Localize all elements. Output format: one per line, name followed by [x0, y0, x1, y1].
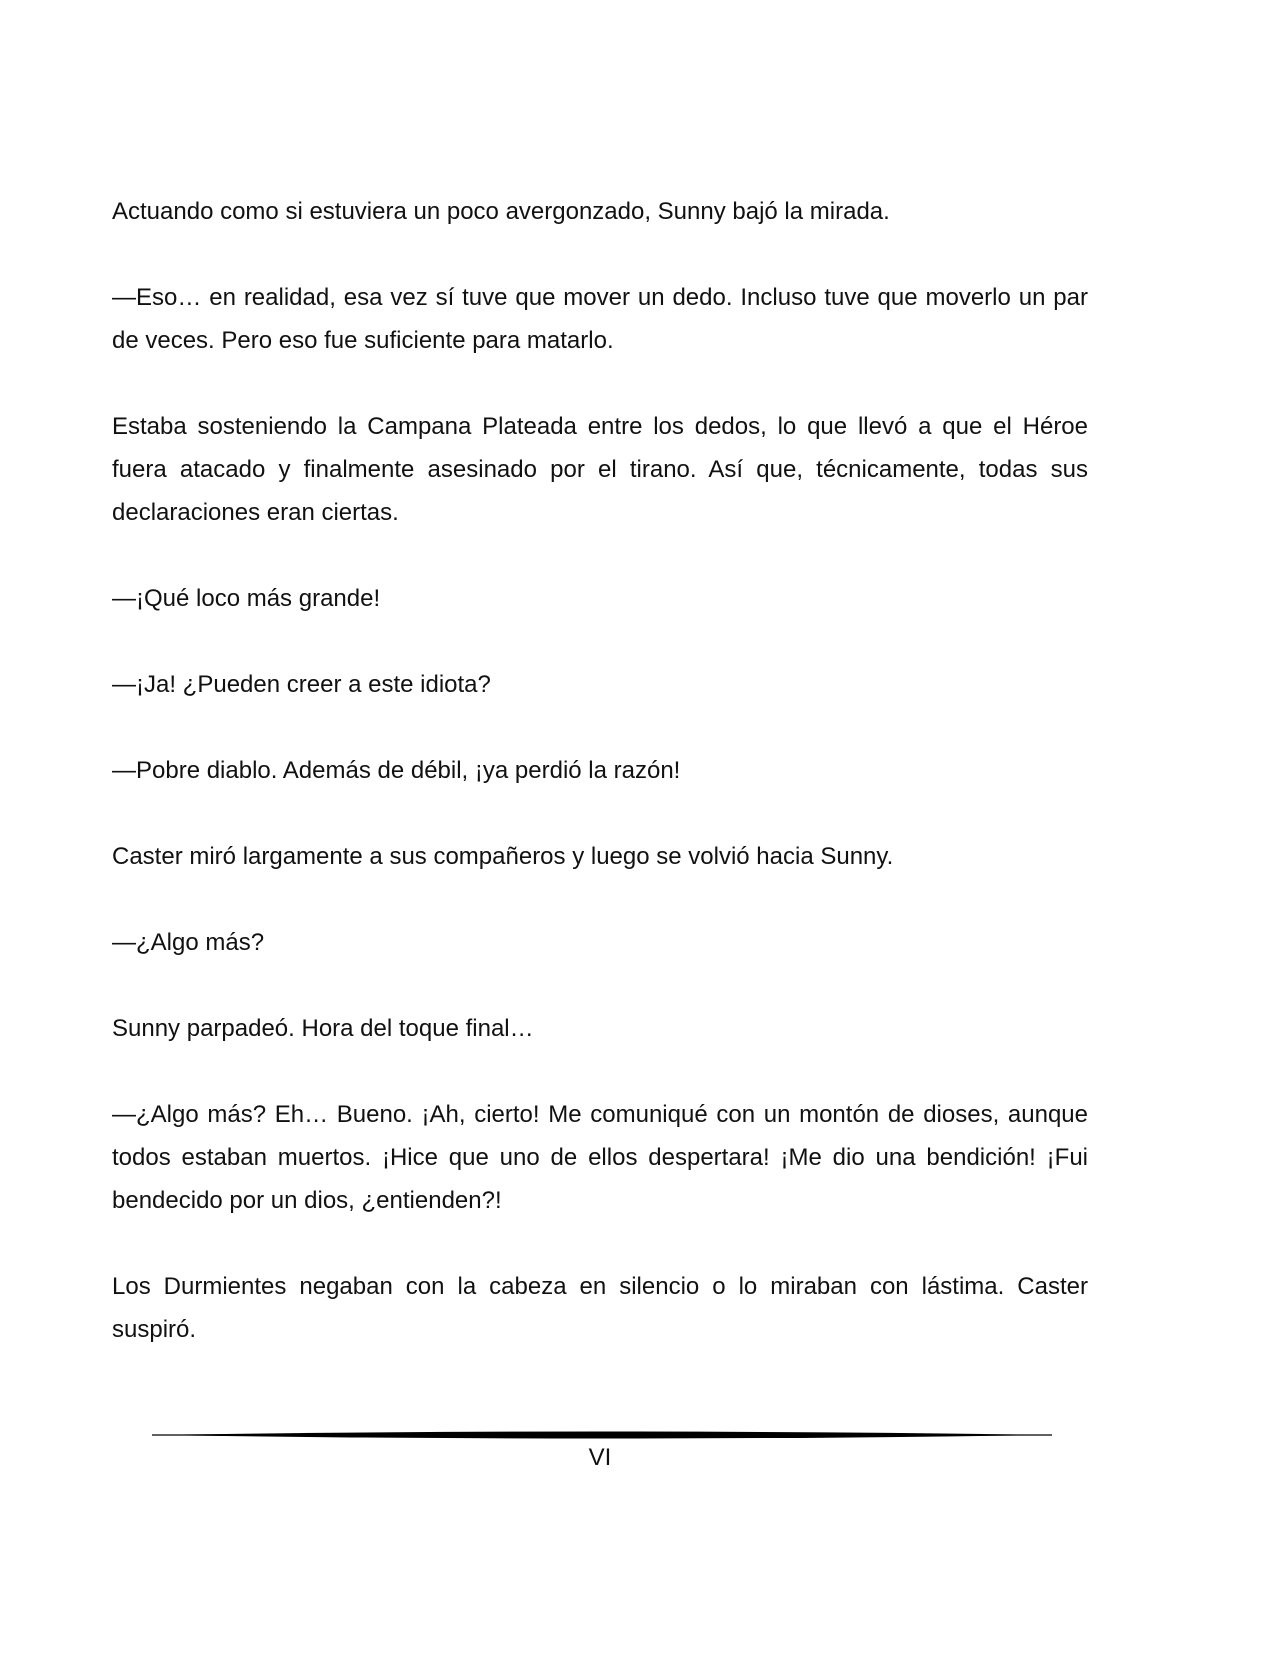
footer-divider — [152, 1429, 1052, 1441]
paragraph: Actuando como si estuviera un poco avergonzado, Sunny bajó la mirada. — [112, 198, 890, 225]
paragraph: Estaba sosteniendo la Campana Plateada entre los dedos, lo que llevó a que el Héroe fuera atacado y finalmente asesinado por el tirano. Así que, técnicamente, todas sus declaraciones eran ciertas. — [112, 413, 1088, 526]
paragraph: Los Durmientes negaban con la cabeza en silencio o lo miraban con lástima. Caster suspiró. — [112, 1273, 1088, 1343]
paragraph: Sunny parpadeó. Hora del toque final… — [112, 1015, 534, 1042]
paragraph: —¡Qué loco más grande! — [112, 585, 381, 612]
paragraph: Caster miró largamente a sus compañeros y luego se volvió hacia Sunny. — [112, 843, 894, 870]
page-number: VI — [588, 1444, 612, 1471]
paragraph: —¿Algo más? Eh… Bueno. ¡Ah, cierto! Me comuniqué con un montón de dioses, aunque todos estaban muertos. ¡Hice que uno de ellos despertara! ¡Me dio una bendición! ¡Fui bendecido por un dios, ¿entienden?! — [112, 1101, 1088, 1214]
body-text — [112, 190, 1088, 1351]
paragraph: —Pobre diablo. Además de débil, ¡ya perdió la razón! — [112, 757, 681, 784]
paragraph: —Eso… en realidad, esa vez sí tuve que mover un dedo. Incluso tuve que moverlo un par de veces. Pero eso fue suficiente para matarlo. — [112, 284, 1088, 354]
paragraph: —¡Ja! ¿Pueden creer a este idiota? — [112, 671, 491, 698]
paragraph: —¿Algo más? — [112, 929, 265, 956]
